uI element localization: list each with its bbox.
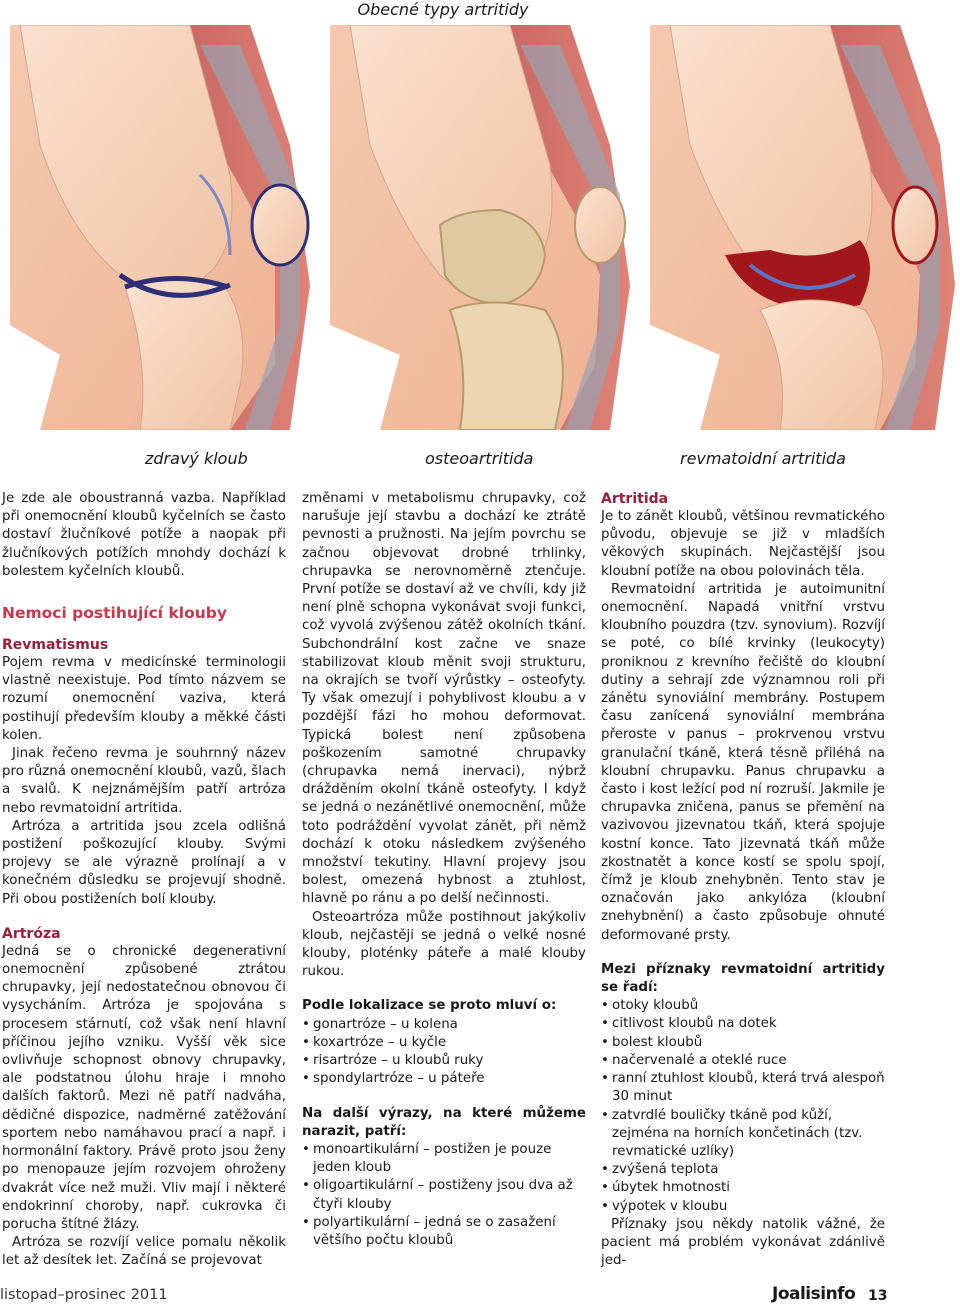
page-title: Obecné typy artritidy [357, 0, 529, 19]
list-item: • otoky kloubů [601, 997, 885, 1015]
lokalizace-list [302, 1016, 586, 1089]
list-item: • polyartikulární – jedná se o zasažení většího počtu kloubů [302, 1214, 586, 1250]
caption-healthy: zdravý kloub [145, 449, 248, 468]
revmatismus-heading: Revmatismus [2, 637, 109, 654]
osteoarthritis-knee [330, 25, 630, 430]
intro-paragraph: Je zde ale oboustranná vazba. Například při onemocnění kloubů kyčelních se často dostaví žlučníkové potíže a naopak při žlučníkových potížích mnohdy dochází k bolestem kyčelních kloubů. [2, 491, 286, 579]
caption-osteoarthritis: osteoartritida [425, 449, 534, 468]
list-item: • načervenalé a oteklé ruce [601, 1052, 885, 1070]
knee-illustration [0, 25, 960, 430]
col2-paragraph-1: změnami v metabolismu chrupavky, což narušuje její stavbu a dochází ke ztrátě pevnosti a pružnosti. Na jejím povrchu se začnou objevovat drobné trhlinky, chrupavka se nerovnoměrně ztenčuje. První potíže se dostaví až ve chvíli, kdy již není plně schopna vykonávat svoji funkci, což vyvolá zvýšenou zátěž okolních tkání. Subchondrální kost začne ve snaze stabilizovat kloub měnit svoji strukturu, na okrajích se tvoří výrůstky – osteofyty. Ty však omezují i pohyblivost kloubu a v pozdější fázi ho mohou deformovat. Typická bolest není způsobena poškozením samotné chrupavky (chrupavka nemá inervaci), nýbrž drážděním okolní tkáně osteofyty. I když se jedná o nezánětlivé onemocnění, může toto podráždění vyvolat zánět, při němž dochází k otoku následkem zvýšeného množství tekutiny. Hlavní projevy jsou bolest, omezená hybnost a ztuhlost, hlavně po ránu a po delší nečinnosti. [302, 491, 586, 907]
column-1 [2, 490, 286, 1271]
list-item: • zatvrdlé bouličky tkáně pod kůží, zejména na horních končetinách (tzv. revmatické uzlíky) [601, 1107, 885, 1162]
rheumatoid-arthritis-knee [650, 25, 955, 430]
list-item: • výpotek v kloubu [601, 1198, 885, 1216]
priznaky-list [601, 997, 885, 1215]
list-item: • citlivost kloubů na dotek [601, 1015, 885, 1033]
issue-date: listopad–prosinec 2011 [0, 1287, 168, 1303]
artritida-heading: Artritida [601, 491, 669, 507]
revmatismus-paragraph-3: Artróza a artritida jsou zcela odlišná postižení poškozující klouby. Svými projevy se ale výrazně prolínají a v konečném důsledku se projevují shodně. Při obou postiženích bolí klouby. [2, 818, 286, 907]
list-item: • monoartikulární – postižen je pouze jeden kloub [302, 1141, 586, 1177]
section-heading: Nemoci postihující klouby [2, 604, 227, 623]
artritida-paragraph-2: Revmatoidní artritida je autoimunitní onemocnění. Napadá vnitřní vrstvu kloubního pouzdra (tzv. synovium). Rozvíjí se poté, co bílé krvinky (leukocyty) proniknou z krevního řečiště do kloubní dutiny a sehrají zde významnou roli při zánětu synoviální membrány. Postupem času zanícená synoviální membrána přeroste v panus – prokrvenou vrstvu granulační tkáně, která těsně přiléhá na kloubní chrupavku. Panus chrupavku a často i kost ležící pod ní rozruší. Jakmile je chrupavka zničena, panus se přemění na vazivovou jizevnatou tkáň, která spojuje kostní konce. Tato jizevnatá tkáň může zkostnatět a konce kostí se spolu spojí, čímž je kloub znehybněn. Tento stav je označován jako ankylóza (kloubní znehybnění) a často způsobuje ohnuté deformované prsty. [601, 581, 885, 943]
artritida-paragraph-1: Je to zánět kloubů, většinou revmatického původu, objevuje se již v mladších věkových skupinách. Nejčastější jsou kloubní potíže na obou polovinách těla. [601, 509, 885, 579]
list-item: • bolest kloubů [601, 1034, 885, 1052]
list-item: • risartróze – u kloubů ruky [302, 1052, 586, 1070]
column-2 [302, 490, 586, 1250]
revmatismus-paragraph-2: Jinak řečeno revma je souhrnný název pro různá onemocnění kloubů, vazů, šlach a svalů. K nejznámějším patří artróza nebo revmatoidní artritida. [2, 746, 286, 816]
revmatismus-paragraph-1: Pojem revma v medicínské terminologii vlastně neexistuje. Pod tímto názvem se rozumí onemocnění vaziva, která postihují především klouby a měkké části kolen. [2, 655, 286, 743]
column-3 [601, 490, 885, 1270]
list-item: • oligoartikulární – postiženy jsou dva až čtyři klouby [302, 1177, 586, 1213]
healthy-knee [10, 25, 310, 430]
lokalizace-heading: Podle lokalizace se proto mluví o: [302, 998, 557, 1014]
vyrazy-heading: Na další výrazy, na které můžeme narazit, patří: [302, 1105, 586, 1139]
logo-joalis: Joalis [772, 1284, 821, 1304]
list-item: • gonartróze – u kolena [302, 1016, 586, 1034]
logo-info: info [820, 1284, 856, 1304]
caption-rheumatoid: revmatoidní artritida [680, 449, 846, 468]
artroza-paragraph-1: Jedná se o chronické degenerativní onemocnění způsobené ztrátou chrupavky, její nedostatečnou obnovou či vysycháním. Artróza je spojována s procesem stárnutí, což však není hlavní příčinou jejího vzniku. Vyšší věk sice ovlivňuje schopnost obnovy chrupavky, ale podstatnou úlohu hraje i mnoho dalších faktorů. Mezi ně patří nadváha, dědičné dispozice, nadměrné zatěžování sportem nebo namáhavou prací a např. i hormonální faktory. Právě proto jsou ženy po menopauze jejím rozvojem ohroženy dvakrát více než muži. Vliv mají i některé endokrinní choroby, např. cukrovka či porucha štítné žlázy. [2, 943, 286, 1232]
artritida-paragraph-3: Příznaky jsou někdy natolik vážné, že pacient má problém vykonávat zdánlivě jed- [601, 1216, 885, 1269]
list-item: • zvýšená teplota [601, 1161, 885, 1179]
page-number: 13 [868, 1288, 888, 1304]
priznaky-heading: Mezi příznaky revmatoidní artritidy se řadí: [601, 961, 885, 996]
vyrazy-list [302, 1141, 586, 1250]
list-item: • ranní ztuhlost kloubů, která trvá alespoň 30 minut [601, 1070, 885, 1106]
joalis-info-logo [772, 1284, 855, 1304]
list-item: • úbytek hmotnosti [601, 1179, 885, 1197]
list-item: • koxartróze – u kyčle [302, 1034, 586, 1052]
artroza-heading: Artróza [2, 925, 61, 942]
list-item: • spondylartróze – u páteře [302, 1070, 586, 1088]
artroza-paragraph-2: Artróza se rozvíjí velice pomalu několik let až desítek let. Začíná se projevovat [2, 1235, 286, 1269]
col2-paragraph-2: Osteoartróza může postihnout jakýkoliv kloub, nejčastěji se jedná o velké nosné klouby, ploténky páteře a malé klouby rukou. [302, 909, 586, 980]
